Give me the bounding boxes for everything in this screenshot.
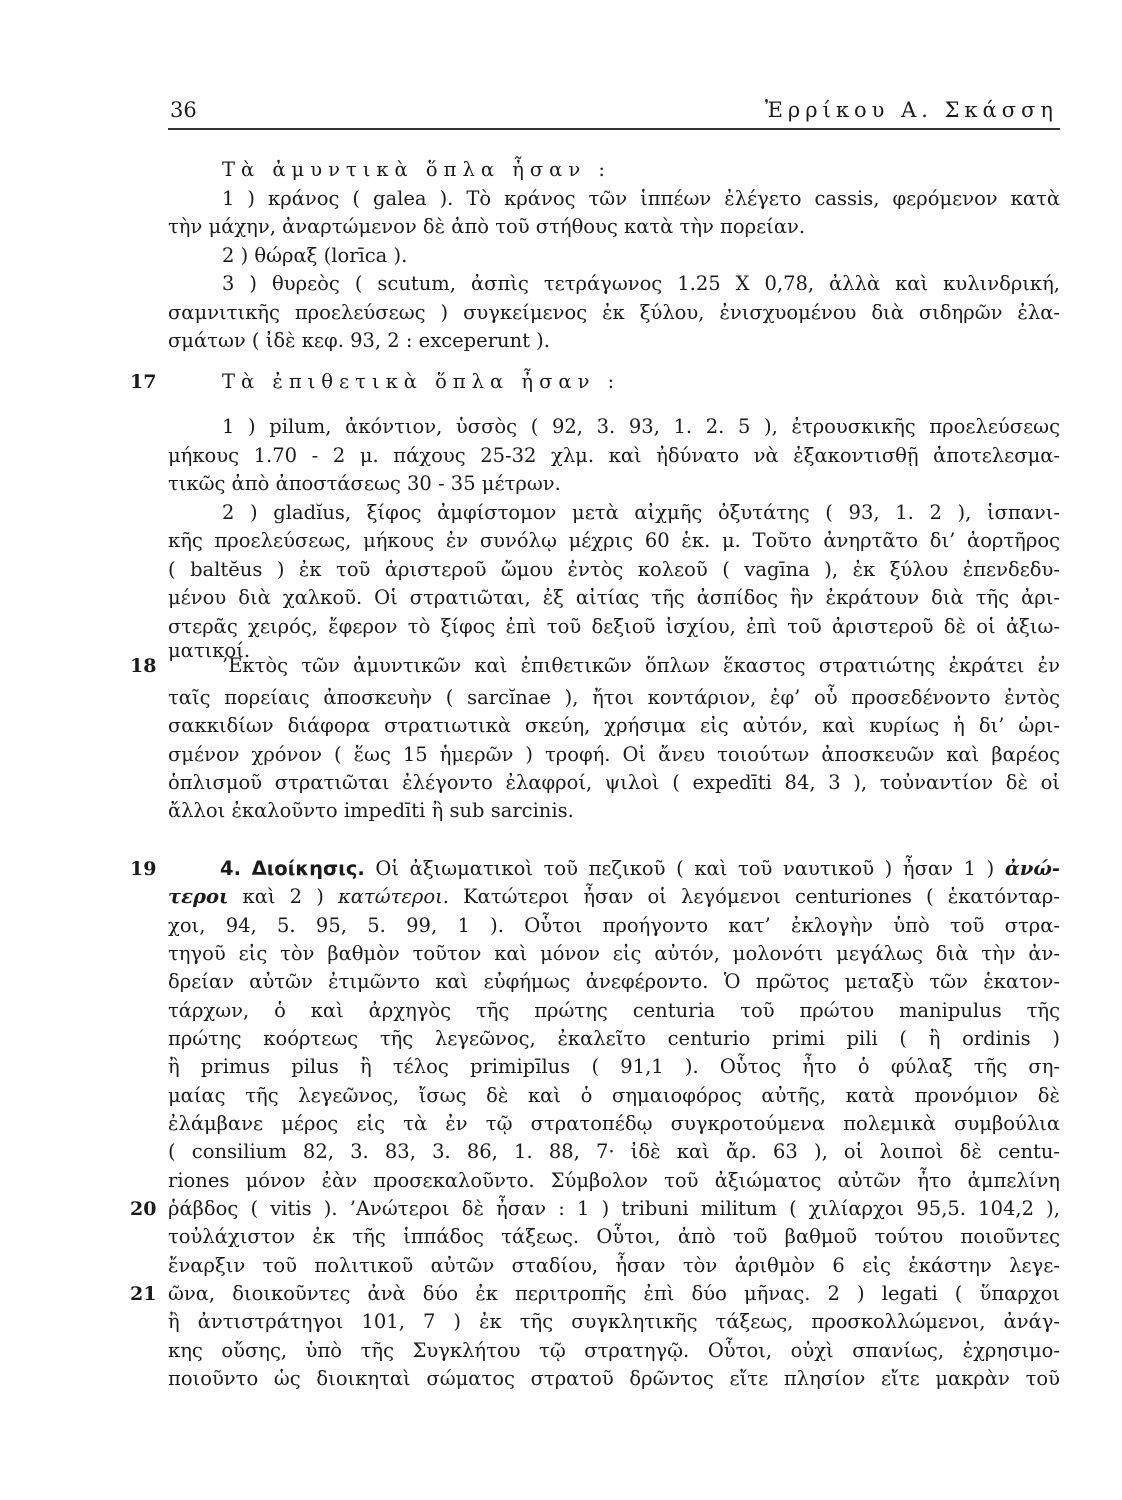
text-line: ( baltĕus ) ἐκ τοῦ ἀριστεροῦ ὤμου ἐντὸς κολεοῦ ( vagīna ), ἐκ ξύλου ἐπενδεδυ-: [168, 558, 1060, 581]
margin-number: 21: [130, 1283, 157, 1305]
text-line: ’Εκτὸς τῶν ἀμυντικῶν καὶ ἐπιθετικῶν ὅπλων ἕκαστος στρατιώτης ἐκράτει ἐν: [222, 654, 1060, 677]
text-line: [168, 1394, 1060, 1428]
text-fragment: Οἱ ἀξιωματικοὶ τοῦ πεζικοῦ ( καὶ τοῦ ναυτικοῦ ) ἦσαν 1 ): [375, 857, 995, 880]
margin-number: 20: [130, 1198, 157, 1220]
text-line: σμένον χρόνον ( ἕως 15 ἡμερῶν ) τροφή. Οἱ ἄνευ τοιούτων ἀποσκευῶν καὶ βαρέος: [168, 743, 1060, 766]
text-line: ῶνα, διοικοῦντες ἀνὰ δύο ἐκ περιτροπῆς ἐπὶ δύο μῆνας. 2 ) legati ( ὕπαρχοι: [168, 1282, 1060, 1305]
text-line: στερᾶς χειρός, ἔφερον τὸ ξίφος ἐπὶ τοῦ δεξιοῦ ἰσχίου, ἐπὶ τοῦ ἀριστεροῦ δὲ οἱ ἀξιω-: [168, 615, 1060, 638]
text-line: 2 ) θώραξ (lorīca ).: [222, 244, 408, 267]
text-line: σακκιδίων διάφορα στρατιωτικὰ σκεύη, χρήσιμα εἰς αὐτόν, καὶ κυρίως ἡ δι’ ὡρι-: [168, 714, 1060, 737]
text-line: μήκους 1.70 - 2 μ. πάχους 25-32 χλμ. καὶ ἠδύνατο νὰ ἐξακοντισθῇ ἀποτελεσμα-: [168, 444, 1060, 467]
text-line: τοὐλάχιστον ἐκ τῆς ἱππάδος τάξεως. Οὗτοι, ἀπὸ τοῦ βαθμοῦ τούτου ποιοῦντες: [168, 1225, 1060, 1248]
text-line: 1 ) κράνος ( galea ). Τὸ κράνος τῶν ἱππέων ἐλέγετο cassis, φερόμενον κατὰ: [222, 187, 1060, 210]
text-line: ματικοί.: [168, 639, 251, 662]
text-line: ( consilium 82, 3. 83, 3. 86, 1. 88, 7· ἰδὲ καὶ ἄρ. 63 ), οἱ λοιποὶ δὲ centu-: [168, 1140, 1060, 1163]
text-line: Τὰ ἐπιθετικὰ ὅπλα ἦσαν :: [222, 370, 621, 393]
text-line: τάρχων, ὁ καὶ ἀρχηγὸς τῆς πρώτης centuria τοῦ πρώτου manipulus τῆς: [168, 999, 1060, 1022]
text-line: σαμνιτικῆς προελεύσεως ) συγκείμενος ἐκ ξύλου, ἐνισχυομένου διὰ σιδηρῶν ἐλα-: [168, 301, 1060, 324]
text-line: σμάτων ( ἰδὲ κεφ. 93, 2 : exceperunt ).: [168, 329, 550, 352]
margin-number: 17: [130, 371, 157, 393]
margin-number: 19: [130, 858, 157, 880]
text-line: ἐλάμβανε μέρος εἰς τὰ ἐν τῷ στρατοπέδῳ συγκροτούμενα πολεμικὰ συμβούλια: [168, 1112, 1060, 1135]
text-line: ὁπλισμοῦ στρατιῶται ἐλέγοντο ἐλαφροί, ψιλοὶ ( expedīti 84, 3 ), τοὐναντίον δὲ οἱ: [168, 771, 1060, 794]
text-line: ἔναρξιν τοῦ πολιτικοῦ αὐτῶν σταδίου, ἦσαν τὸν ἀριθμὸν 6 εἰς ἑκάστην λεγε-: [168, 1254, 1060, 1277]
text-line: 2 ) gladĭus, ξίφος ἀμφίστομον μετὰ αἰχμῆς ὀξυτάτης ( 93, 1. 2 ), ἱσπανι-: [222, 501, 1060, 524]
text-line: ἢ primus pilus ἢ τέλος primipīlus ( 91,1 ). Οὗτος ἦτο ὁ φύλαξ τῆς ση-: [168, 1055, 1060, 1078]
text-line: ταῖς πορείαις ἀποσκευὴν ( sarcĭnae ), ἤτοι κοντάριον, ἐφ’ οὗ προσεδένοντο ἐντὸς: [168, 686, 1060, 709]
emphasis: τεροι: [168, 885, 229, 908]
margin-number: 18: [130, 655, 157, 677]
page-header: [168, 94, 1058, 130]
text-line: ἄλλοι ἐκαλοῦντο impedīti ἢ sub sarcinis.: [168, 799, 574, 822]
text-line: 1 ) pilum, ἀκόντιον, ὑσσὸς ( 92, 3. 93, 1. 2. 5 ), ἐτρουσκικῆς προελεύσεως: [222, 415, 1060, 438]
text-line: τικῶς ἀπὸ ἀποστάσεως 30 - 35 μέτρων.: [168, 472, 561, 495]
text-line: 3 ) θυρεὸς ( scutum, ἀσπὶς τετράγωνος 1.25 X 0,78, ἀλλὰ καὶ κυλινδρική,: [222, 272, 1060, 295]
page-number: 36: [170, 98, 197, 122]
text-line: ποιοῦντο ὡς διοικηταὶ σώματος στρατοῦ δρῶντος εἴτε πλησίον εἴτε μακρὰν τοῦ: [168, 1367, 1060, 1390]
text-line: κης οὔσης, ὑπὸ τῆς Συγκλήτου τῷ στρατηγῷ. Οὗτοι, οὐχὶ σπανίως, ἐχρησιμο-: [168, 1339, 1060, 1362]
text-line: Τὰ ἀμυντικὰ ὅπλα ἦσαν :: [222, 158, 611, 181]
text-line: μένου διὰ χαλκοῦ. Οἱ στρατιῶται, ἐξ αἰτίας τῆς ἀσπίδος ἣν ἐκράτουν διὰ τῆς ἀρι-: [168, 586, 1060, 609]
emphasis: ἀνώ-: [1004, 857, 1061, 880]
text-line: riones μόνον ἐὰν προσεκαλοῦντο. Σύμβολον τοῦ ἀξιώματος αὐτῶν ἦτο ἀμπελίνη: [168, 1169, 1060, 1192]
text-line: μαίας τῆς λεγεῶνος, ἴσως δὲ καὶ ὁ σημαιοφόρος αὐτῆς, κατὰ προνόμιον δὲ: [168, 1084, 1060, 1107]
running-title: Ἐρρίκου Α. Σκάσση: [765, 98, 1058, 122]
text-fragment: Κατώτεροι ἦσαν οἱ λεγόμενοι centuriones ( ἑκατόνταρ-: [463, 885, 1060, 908]
text-line: ἢ ἀντιστράτηγοι 101, 7 ) ἐκ τῆς συγκλητικῆς τάξεως, προσκολλώμενοι, ἀνάγ-: [168, 1310, 1060, 1333]
text-line: δρείαν αὐτῶν ἐτιμῶντο καὶ εὐφήμως ἀνεφέροντο. Ὁ πρῶτος μεταξὺ τῶν ἑκατον-: [168, 970, 1060, 993]
text-line: τηγοῦ εἰς τὸν βαθμὸν τοῦτον καὶ μόνον εἰς αὐτόν, μολονότι μεγάλως διὰ τὴν ἀν-: [168, 942, 1060, 965]
text-line: ῥάβδος ( vitis ). ’Ανώτεροι δὲ ἦσαν : 1 ) tribuni militum ( χιλίαρχοι 95,5. 104,2 ),: [168, 1197, 1060, 1220]
header-rule: [168, 128, 1060, 130]
emphasis: κατώτεροι.: [337, 885, 449, 908]
text-fragment: καὶ 2 ): [242, 885, 324, 908]
text-line: τὴν μάχην, ἀναρτώμενον δὲ ἀπὸ τοῦ στήθους κατὰ τὴν πορείαν.: [168, 215, 806, 238]
text-line: κῆς προελεύσεως, μήκους ἐν συνόλῳ μέχρις 60 ἑκ. μ. Τοῦτο ἀνηρτᾶτο δι’ ἀορτῆρος: [168, 529, 1060, 552]
text-line: πρώτης κοόρτεως τῆς λεγεῶνος, ἐκαλεῖτο centurio primi pili ( ἢ ordinis ): [168, 1027, 1060, 1050]
text-line: χοι, 94, 5. 95, 5. 99, 1 ). Οὗτοι προήγοντο κατ’ ἐκλογὴν ὑπὸ τοῦ στρα-: [168, 914, 1060, 937]
section-title: Διοίκησις.: [251, 857, 365, 880]
section-number: 4.: [220, 857, 241, 880]
